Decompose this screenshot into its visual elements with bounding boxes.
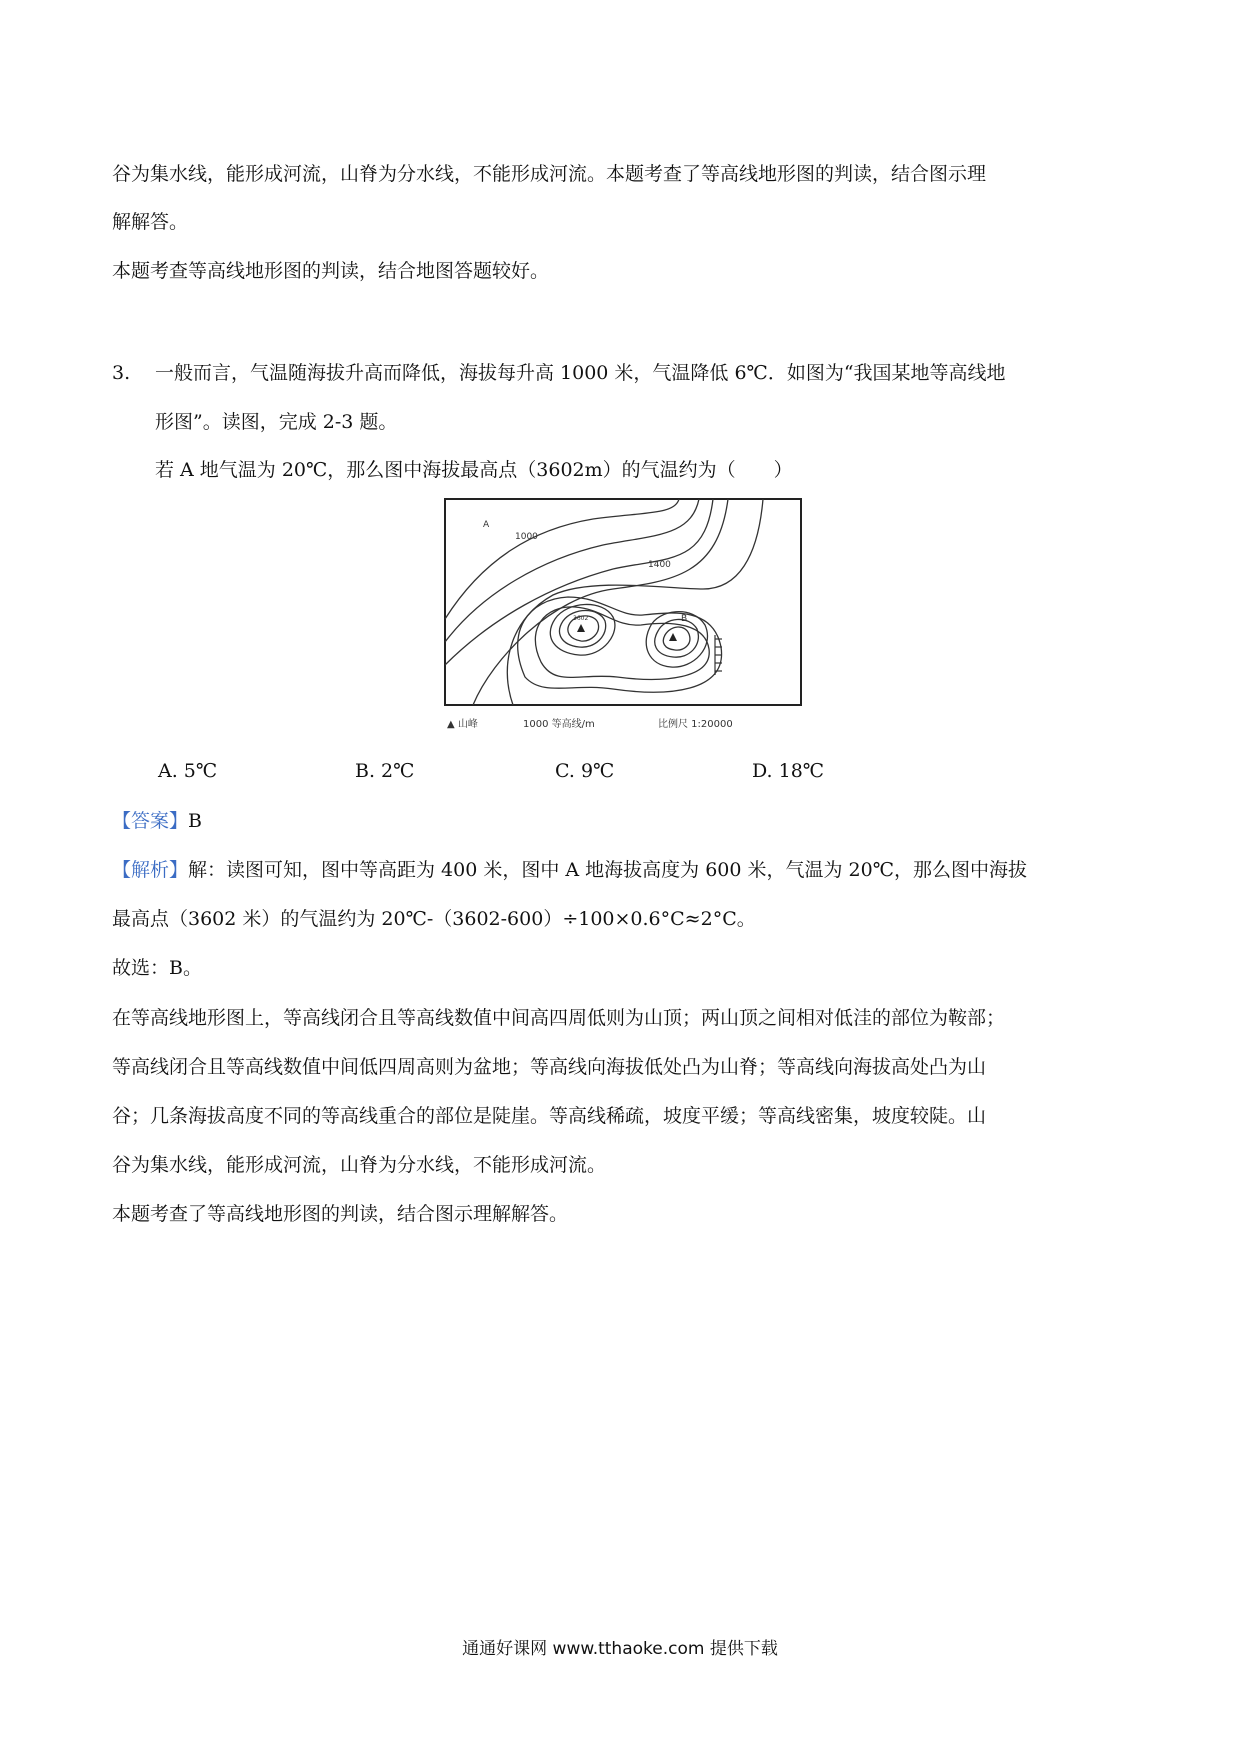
option-a: A. 5℃ [158,760,218,782]
peak-height-label: 3602 [573,615,589,622]
analysis-line-4: 在等高线地形图上，等高线闭合且等高线数值中间高四周低则为山顶；两山顶之间相对低洼的部位为鞍部； [112,1007,1006,1029]
answer-value: B [188,810,202,832]
analysis-text-1: 解：读图可知，图中等高距为 400 米，图中 A 地海拔高度为 600 米，气温为 20℃，那么图中海拔 [188,859,1027,881]
answer-tag: 【答案】 [112,810,189,832]
point-b-label: B [681,614,688,624]
peak-a-triangle [577,624,585,632]
analysis-line-2: 最高点（3602 米）的气温约为 20℃-（3602-600）÷100×0.6°C≈2°C。 [112,908,756,930]
contour-label-1000: 1000 [515,532,538,542]
option-b: B. 2℃ [355,760,415,782]
peak-b-triangle [669,633,677,641]
map-frame [445,499,801,705]
legend-contour: 1000 等高线/m [523,719,595,730]
question-sub: 若 A 地气温为 20℃，那么图中海拔最高点（3602m）的气温约为（ ） [155,459,793,481]
analysis-line-5: 等高线闭合且等高线数值中间低四周高则为盆地；等高线向海拔低处凸为山脊；等高线向海拔高处凸为山 [112,1056,987,1078]
question-stem-line-2: 形图”。读图，完成 2-3 题。 [155,411,398,433]
intro-line-2: 解解答。 [112,211,189,233]
analysis-tag: 【解析】 [112,859,189,881]
intro-paragraph-2: 本题考查等高线地形图的判读，结合地图答题较好。 [112,260,550,282]
analysis-line-7: 谷为集水线，能形成河流，山脊为分水线，不能形成河流。 [112,1154,607,1176]
answer-line [112,807,202,835]
contour-label-1400: 1400 [648,560,671,570]
contour-map-figure [443,497,803,735]
point-a-label: A [483,520,490,530]
analysis-line-8: 本题考查了等高线地形图的判读，结合图示理解解答。 [112,1203,569,1225]
legend-scale: 比例尺 1:20000 [658,719,733,730]
analysis-line-6: 谷；几条海拔高度不同的等高线重合的部位是陡崖。等高线稀疏，坡度平缓；等高线密集，坡度较陡。山 [112,1105,987,1127]
question-number: 3. [112,362,131,384]
option-c: C. 9℃ [555,760,615,782]
intro-line-1: 谷为集水线，能形成河流，山脊为分水线，不能形成河流。本题考查了等高线地形图的判读，结合图示理 [112,163,987,185]
analysis-line-1 [112,856,1027,884]
option-d: D. 18℃ [752,760,825,782]
legend-peak: ▲ 山峰 [447,719,478,730]
page-footer: 通通好课网 www.tthaoke.com 提供下载 [462,1639,778,1659]
analysis-line-3: 故选：B。 [112,957,202,979]
question-stem-line-1: 一般而言，气温随海拔升高而降低，海拔每升高 1000 米，气温降低 6℃．如图为“我国某地等高线地 [155,362,1006,384]
